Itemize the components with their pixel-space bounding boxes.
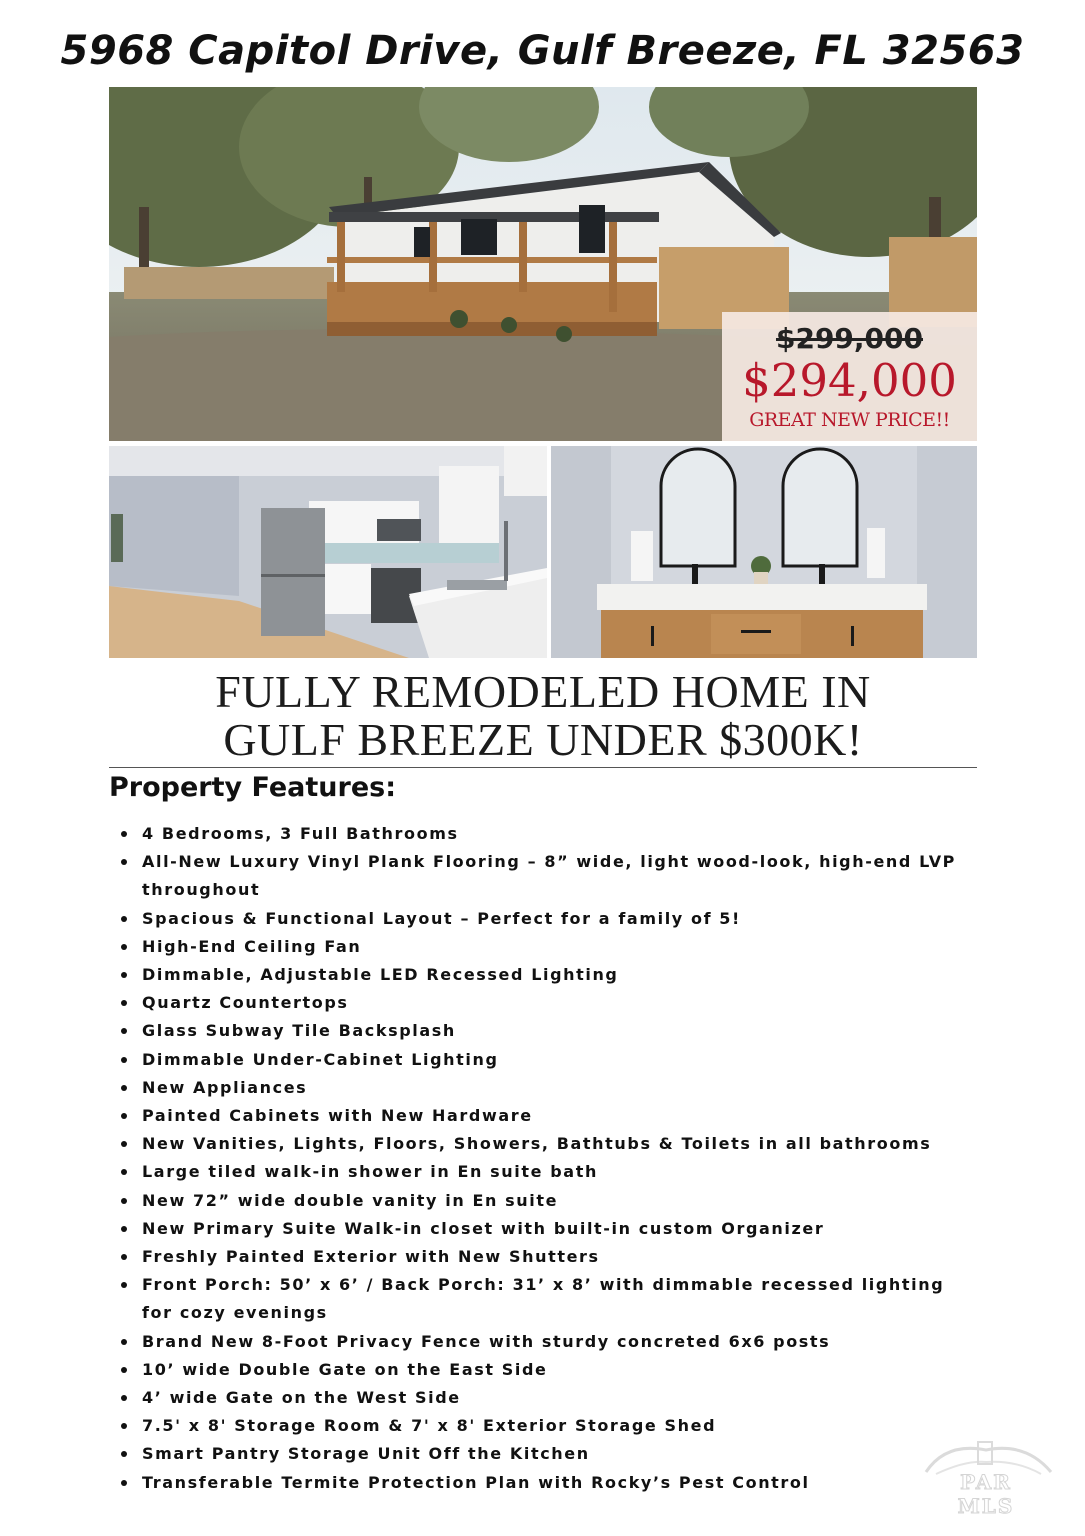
headline-line-2: GULF BREEZE UNDER $300K!	[223, 714, 863, 765]
watermark-text: PAR MLS	[957, 1470, 1015, 1518]
feature-item: High-End Ceiling Fan	[118, 933, 958, 961]
listing-address-title: 5968 Capitol Drive, Gulf Breeze, FL 32563	[60, 28, 1025, 74]
feature-item: Quartz Countertops	[118, 989, 958, 1017]
feature-item: Freshly Painted Exterior with New Shutters	[118, 1243, 958, 1271]
feature-item: New Primary Suite Walk-in closet with built-in custom Organizer	[118, 1215, 958, 1243]
price-badge	[722, 312, 977, 441]
old-price: $299,000	[775, 322, 923, 355]
kitchen-photo	[109, 446, 547, 658]
feature-item: New 72” wide double vanity in En suite	[118, 1187, 958, 1215]
feature-item: New Vanities, Lights, Floors, Showers, Bathtubs & Toilets in all bathrooms	[118, 1130, 958, 1158]
mls-watermark-logo	[906, 1432, 1066, 1518]
bathroom-photo	[551, 446, 977, 658]
headline	[109, 668, 977, 764]
feature-item: Dimmable, Adjustable LED Recessed Lighting	[118, 961, 958, 989]
feature-item: Painted Cabinets with New Hardware	[118, 1102, 958, 1130]
feature-item: Front Porch: 50’ x 6’ / Back Porch: 31’ x 8’ with dimmable recessed lighting for cozy evenings	[118, 1271, 958, 1327]
feature-item: 7.5' x 8' Storage Room & 7' x 8' Exterior Storage Shed	[118, 1412, 958, 1440]
divider	[109, 767, 977, 768]
feature-item: Brand New 8-Foot Privacy Fence with sturdy concreted 6x6 posts	[118, 1328, 958, 1356]
feature-item: Glass Subway Tile Backsplash	[118, 1017, 958, 1045]
feature-item: 4 Bedrooms, 3 Full Bathrooms	[118, 820, 958, 848]
feature-item: All-New Luxury Vinyl Plank Flooring – 8” wide, light wood-look, high-end LVP throughout	[118, 848, 958, 904]
feature-item: Large tiled walk-in shower in En suite bath	[118, 1158, 958, 1186]
feature-item: 4’ wide Gate on the West Side	[118, 1384, 958, 1412]
feature-item: 10’ wide Double Gate on the East Side	[118, 1356, 958, 1384]
features-list	[118, 820, 958, 1497]
feature-item: Transferable Termite Protection Plan with Rocky’s Pest Control	[118, 1469, 958, 1497]
features-heading: Property Features:	[109, 772, 397, 803]
headline-line-1: FULLY REMODELED HOME IN	[215, 666, 871, 717]
feature-item: Smart Pantry Storage Unit Off the Kitchen	[118, 1440, 958, 1468]
price-note: GREAT NEW PRICE!!	[749, 409, 950, 431]
feature-item: Dimmable Under-Cabinet Lighting	[118, 1046, 958, 1074]
feature-item: Spacious & Functional Layout – Perfect for a family of 5!	[118, 905, 958, 933]
feature-item: New Appliances	[118, 1074, 958, 1102]
new-price: $294,000	[742, 354, 957, 407]
